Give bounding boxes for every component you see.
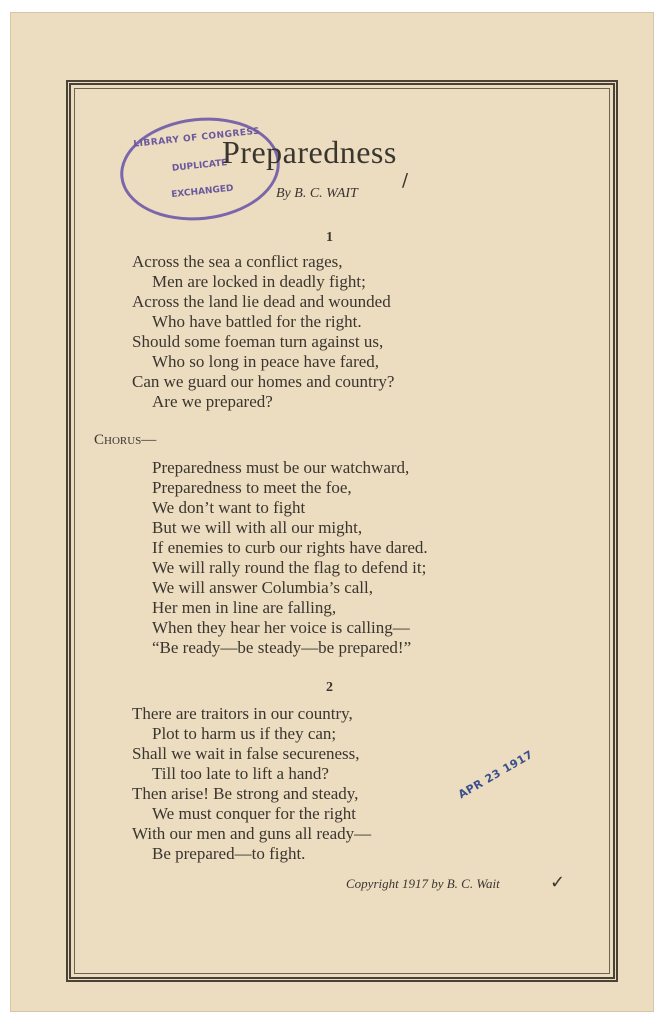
verse-line: When they hear her voice is calling— bbox=[152, 618, 410, 637]
verse-line: We don’t want to fight bbox=[152, 498, 306, 517]
byline: By B. C. WAIT bbox=[276, 186, 358, 201]
stamp-bottom-text: EXCHANGED bbox=[170, 183, 234, 201]
verse-line: We must conquer for the right bbox=[152, 804, 356, 823]
verse-line: Then arise! Be strong and steady, bbox=[132, 784, 359, 803]
stanza-1-number: 1 bbox=[326, 230, 333, 245]
verse-line: There are traitors in our country, bbox=[132, 704, 353, 723]
stanza-2 bbox=[132, 704, 371, 864]
title-check-mark: / bbox=[402, 170, 409, 191]
verse-line: Shall we wait in false secureness, bbox=[132, 744, 360, 763]
poem-title: Preparedness bbox=[222, 134, 397, 170]
verse-line: Preparedness to meet the foe, bbox=[152, 478, 352, 497]
verse-line: Should some foeman turn against us, bbox=[132, 332, 384, 351]
verse-line: Who have battled for the right. bbox=[152, 312, 362, 331]
verse-line: We will rally round the flag to defend it; bbox=[152, 558, 427, 577]
stamp-top-text: LIBRARY OF CONGRESS bbox=[132, 126, 261, 150]
stamp-middle-text: DUPLICATE bbox=[171, 158, 228, 174]
verse-line: With our men and guns all ready— bbox=[132, 824, 372, 843]
copyright-notice: Copyright 1917 by B. C. Wait bbox=[346, 876, 500, 891]
chorus bbox=[152, 458, 428, 658]
verse-line: Men are locked in deadly fight; bbox=[152, 272, 366, 291]
verse-line: Preparedness must be our watchward, bbox=[152, 458, 410, 477]
verse-line: Who so long in peace have fared, bbox=[152, 352, 380, 371]
received-date-stamp: APR 23 1917 bbox=[456, 747, 536, 802]
verse-line: Across the sea a conflict rages, bbox=[132, 252, 343, 271]
verse-line: “Be ready—be steady—be prepared!” bbox=[152, 638, 412, 657]
verse-line: Plot to harm us if they can; bbox=[152, 724, 337, 743]
stanza-2-number: 2 bbox=[326, 680, 333, 695]
verse-line: Can we guard our homes and country? bbox=[132, 372, 395, 391]
verse-line: But we will with all our might, bbox=[152, 518, 363, 537]
verse-line: We will answer Columbia’s call, bbox=[152, 578, 373, 597]
verse-line: Across the land lie dead and wounded bbox=[132, 292, 391, 311]
copyright-check-mark: ✓ bbox=[550, 872, 566, 893]
verse-line: Are we prepared? bbox=[152, 392, 273, 411]
verse-line: If enemies to curb our rights have dared. bbox=[152, 538, 428, 557]
verse-line: Be prepared—to fight. bbox=[152, 844, 306, 863]
stanza-1 bbox=[132, 252, 394, 412]
chorus-label: Chorus— bbox=[94, 432, 157, 448]
verse-line: Her men in line are falling, bbox=[152, 598, 337, 617]
verse-line: Till too late to lift a hand? bbox=[152, 764, 329, 783]
